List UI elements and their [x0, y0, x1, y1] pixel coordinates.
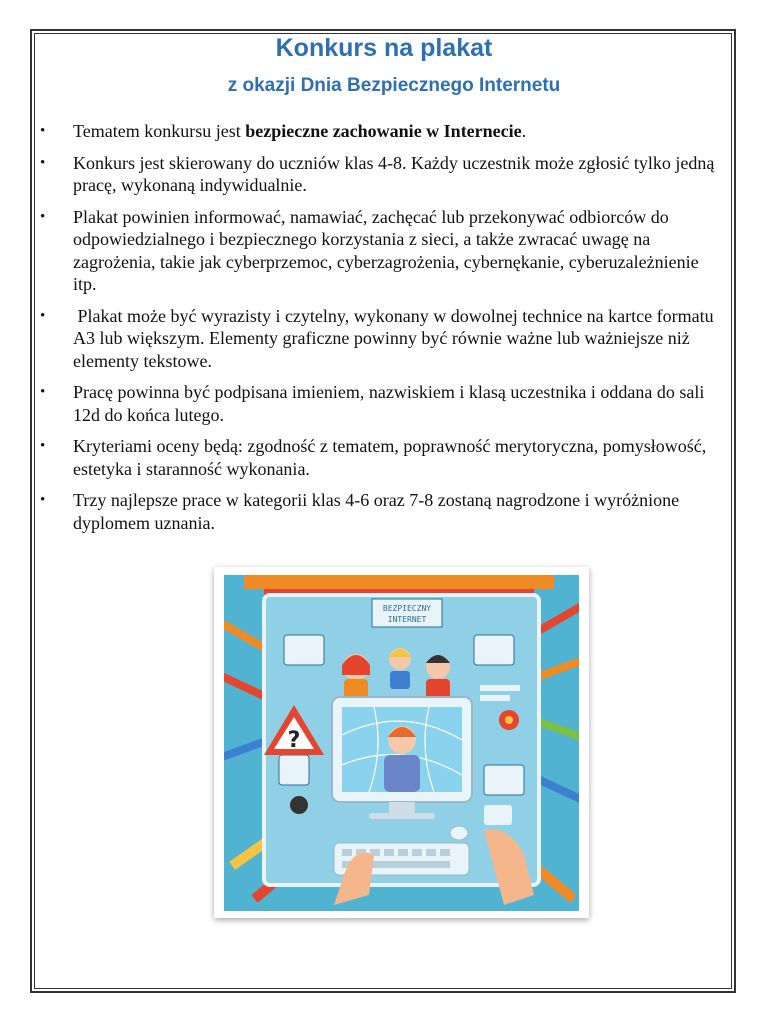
poster-illustration-frame: [214, 567, 589, 918]
page-subtitle: z okazji Dnia Bezpiecznego Internetu: [227, 75, 561, 96]
bullet-icon: •: [40, 123, 46, 139]
svg-text:?: ?: [287, 728, 301, 753]
rule-item: • Trzy najlepsze prace w kategorii klas 4-6 oraz 7-8 zostaną nagrodzone i wyróżnione dyplomem uznania.: [40, 490, 680, 533]
bullet-icon: •: [40, 438, 46, 454]
bullet-icon: •: [40, 492, 46, 508]
rule-item: • Konkurs jest skierowany do uczniów klas 4-8. Każdy uczestnik może zgłosić tylko jedną pracę, wykonaną indywidualnie.: [40, 152, 715, 195]
poster-illustration: [224, 575, 579, 911]
sign-text-2: INTERNET: [387, 615, 427, 624]
safe-internet-illustration: [224, 575, 579, 911]
bullet-icon: •: [40, 208, 46, 225]
page-title: Konkurs na plakat: [275, 34, 493, 62]
bullet-icon: •: [40, 384, 46, 400]
rule-item: • Pracę powinna być podpisana imieniem, nazwiskiem i klasą uczestnika i oddana do sali 12d do końca lutego.: [40, 382, 705, 425]
rule-item: • Tematem konkursu jest bezpieczne zachowanie w Internecie.: [40, 121, 527, 141]
rule-item: • Kryteriami oceny będą: zgodność z tematem, poprawność merytoryczna, pomysłowość, estetyka i staranność wykonania.: [40, 436, 707, 479]
bullet-icon: •: [40, 307, 46, 324]
sign-text-1: BEZPIECZNY: [382, 604, 432, 613]
computer-monitor: [332, 697, 472, 819]
rule-item: • Plakat może być wyrazisty i czytelny, wykonany w dowolnej technice na kartce formatu A3 lub większym. Elementy graficzne powinny być równie ważne lub ważniejsze niż elementy tekstowe.: [40, 305, 718, 371]
rule-topic-bold: bezpieczne zachowanie w Internecie: [245, 121, 522, 141]
bullet-icon: •: [40, 154, 46, 171]
rules-list: [40, 120, 720, 543]
rule-item: • Plakat powinien informować, namawiać, zachęcać lub przekonywać odbiorców do odpowiedzialnego i bezpiecznego korzystania z sieci, a także zwracać uwagę na zagrożenia, takie jak cyberprzemoc, cyberzagrożenia, cybernękanie, cyberuzależnienie itp.: [40, 206, 699, 294]
